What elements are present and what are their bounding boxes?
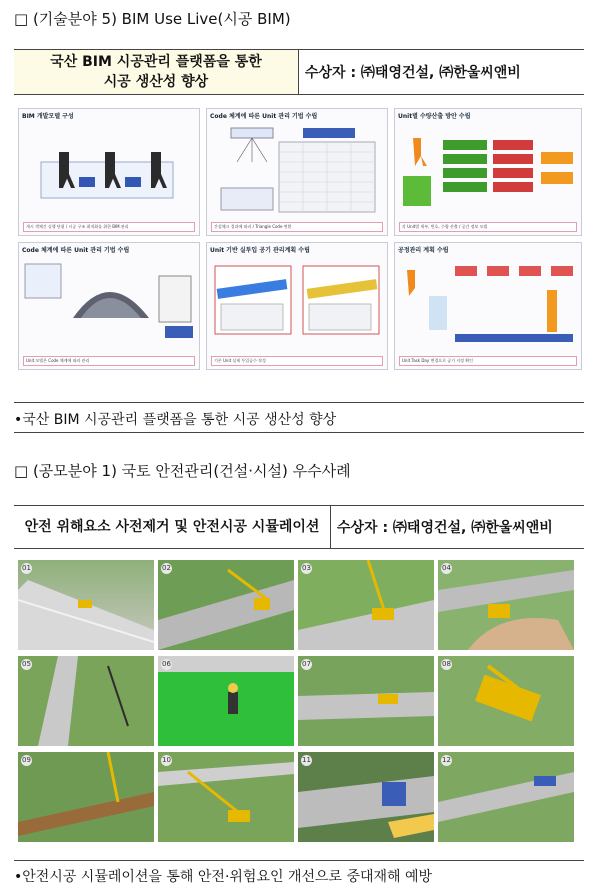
section2-award-row <box>14 505 584 549</box>
divider <box>14 402 584 403</box>
simulation-frame <box>18 752 154 842</box>
schedule-illustration <box>395 256 581 356</box>
panel-title: Unit 기반 실투입 공기 관리계획 수립 <box>210 247 310 254</box>
divider <box>14 860 584 861</box>
panel-title: Code 체계에 따른 Unit 관리 기법 수립 <box>210 113 318 120</box>
simulation-frame <box>298 656 434 746</box>
section2-winners: 수상자 : ㈜태영건설, ㈜한울씨앤비 <box>337 520 553 536</box>
code-table-illustration <box>207 122 387 222</box>
frame-number: 11 <box>302 756 311 764</box>
frame-number: 02 <box>162 564 171 572</box>
section2-award-title: 안전 위해요소 사전제거 및 안전시공 시뮬레이션 <box>14 506 331 548</box>
claw-illustration <box>19 122 199 222</box>
infographic-panel <box>394 242 582 370</box>
frame-number: 06 <box>162 660 171 668</box>
panel-note: 각 Unit별 세부, 번호, 수량 산출 / 공간 정보 모델 <box>399 222 577 232</box>
section1-caption: •국산 BIM 시공관리 플랫폼을 통한 시공 생산성 향상 <box>14 412 337 428</box>
panel-title: 공정관리 계획 수립 <box>398 247 449 254</box>
simulation-frame <box>298 752 434 842</box>
panel-note: Unit 모델은 Code 체계에 따라 관리 <box>23 356 195 366</box>
section2-title: □ (공모분야 1) 국토 안전관리(건설·시설) 우수사례 <box>14 462 351 480</box>
infographic-panel <box>18 242 200 370</box>
quantity-illustration <box>395 122 581 222</box>
panel-title: BIM 개발모델 구성 <box>22 113 74 120</box>
frame-number: 01 <box>22 564 31 572</box>
section1-winners: 수상자 : ㈜태영건설, ㈜한울씨앤비 <box>305 65 521 81</box>
section1-title: □ (기술분야 5) BIM Use Live(시공 BIM) <box>14 10 291 28</box>
frame-number: 05 <box>22 660 31 668</box>
simulation-frame <box>158 656 294 746</box>
bim-infographic <box>14 104 586 372</box>
infographic-panel <box>206 242 388 370</box>
simulation-frame <box>158 752 294 842</box>
simulation-frame <box>438 560 574 650</box>
panel-note: 간섭체크 결과에 따라 / Triangle Code 변환 <box>211 222 383 232</box>
panel-title: Code 체계에 따른 Unit 관리 기법 수립 <box>22 247 130 254</box>
frame-number: 08 <box>442 660 451 668</box>
section2-caption: •안전시공 시뮬레이션을 통해 안전·위험요인 개선으로 중대재해 예방 <box>14 869 433 885</box>
panel-title: Unit별 수량산출 방안 수립 <box>398 113 471 120</box>
section1-award-row <box>14 49 584 95</box>
panel-note: 개시 객체간 실행 단위 / 시공 구조 최적화를 위한 BIM 관리 <box>23 222 195 232</box>
divider <box>14 432 584 433</box>
simulation-frame <box>18 656 154 746</box>
section1-award-title: 국산 BIM 시공관리 플랫폼을 통한 시공 생산성 향상 <box>14 50 299 94</box>
infographic-panel <box>18 108 200 236</box>
simulation-grid <box>18 560 574 842</box>
frame-number: 10 <box>162 756 171 764</box>
frame-number: 09 <box>22 756 31 764</box>
simulation-frame <box>18 560 154 650</box>
frame-number: 07 <box>302 660 311 668</box>
panel-note: Unit Task Day 변경으로 공기 지정 확인 <box>399 356 577 366</box>
simulation-frame <box>158 560 294 650</box>
simulation-frame <box>298 560 434 650</box>
infographic-panel <box>394 108 582 236</box>
pipe-illustration <box>207 256 387 356</box>
frame-number: 03 <box>302 564 311 572</box>
frame-number: 12 <box>442 756 451 764</box>
infographic-panel <box>206 108 388 236</box>
simulation-frame <box>438 752 574 842</box>
frame-number: 04 <box>442 564 451 572</box>
panel-note: 기존 Unit 실제 투입공수 작성 <box>211 356 383 366</box>
tunnel-illustration <box>19 256 199 356</box>
simulation-frame <box>438 656 574 746</box>
